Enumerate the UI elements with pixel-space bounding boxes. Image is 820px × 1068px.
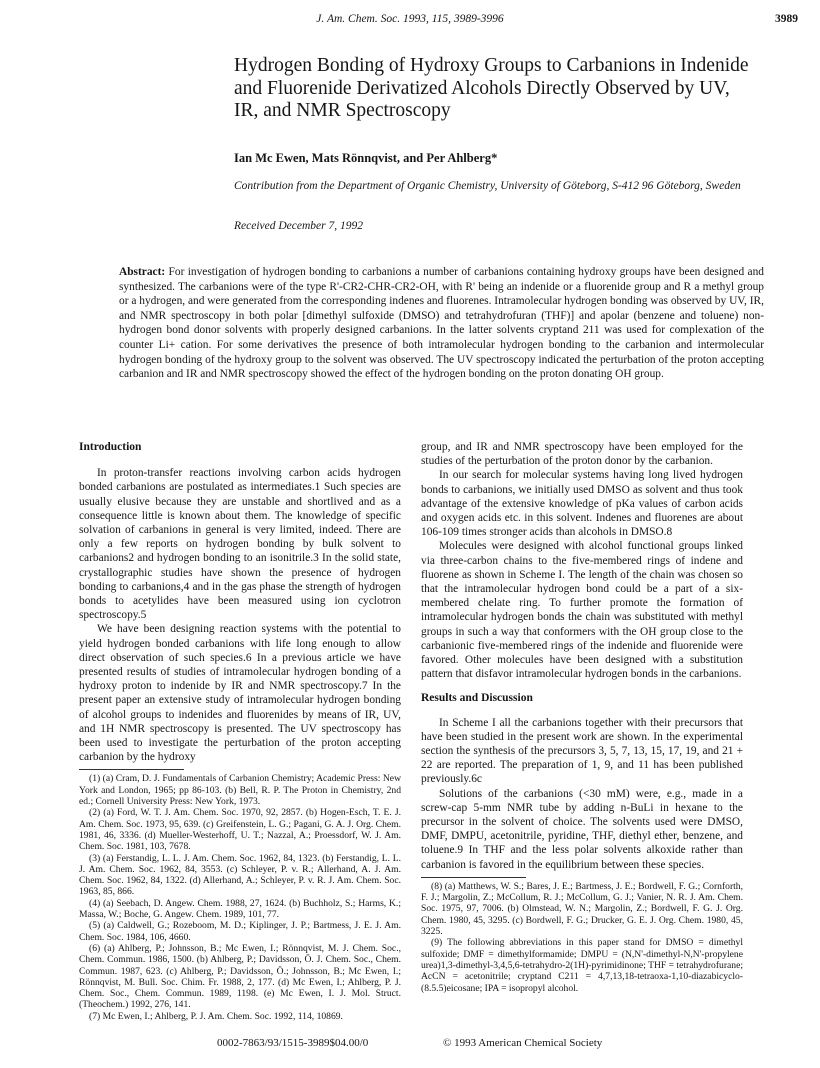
footnote: (7) Mc Ewen, I.; Ahlberg, P. J. Am. Chem. Soc. 1992, 114, 10869. — [89, 1010, 343, 1022]
body-paragraph: Solutions of the carbanions (<30 mM) were, e.g., made in a screw-cap 5-mm NMR tube by adding n-BuLi in hexane to the precursor in the solvent of choice. The solvents used were DMSO, DMF, DMPU, acetonitrile, pyridine, THF, diethyl ether, benzene, and toluene.9 In THF and the less polar solvents alkoxide rather than carbanion is favored in the equilibrium between these species. — [421, 787, 743, 871]
footnotes-left — [79, 773, 401, 1022]
abstract-text: For investigation of hydrogen bonding to carbanions a number of carbanions containing hydroxy groups have been designed and synthesized. The carbanions were of the type R'-CR2-CHR-CR2-OH, with R' being an indenide or a fluorenide group and R a methyl group or a hydrogen, and were generated from the corresponding indenes and fluorenes. Intramolecular hydrogen bonding was observed by UV, IR, and NMR spectroscopy in both polar [dimethyl sulfoxide (DMSO) and tetrahydrofuran (THF)] and apolar (benzene and toluene) non-hydrogen bond donor solvents with properly designed carbanions. In the latter solvents cryptand 211 was used for complexation of the counter Li+ cation. For some derivatives the presence of both intramolecular hydrogen bonding to the carbanion and intermolecular hydrogen bonding of the hydroxy group to the solvent was observed. The UV spectroscopy indicated the perturbation of the proton accepting carbanion and IR and NMR spectroscopy showed the effect of the hydrogen bonding on the proton donating OH group. — [119, 266, 764, 381]
footnote: (4) (a) Seebach, D. Angew. Chem. 1988, 27, 1624. (b) Buchholz, S.; Harms, K.; Massa, W.; Boche, G. Angew. Chem. 1989, 101, 77. — [79, 897, 401, 921]
footnote: (1) (a) Cram, D. J. Fundamentals of Carbanion Chemistry; Academic Press: New York and London, 1965; pp 86-103. (b) Bell, R. P. The Proton in Chemistry, 2nd ed.; Cornell University Press: New York, 1973. — [79, 773, 401, 808]
body-paragraph: In our search for molecular systems having long lived hydrogen bonds to carbanions, we initially used DMSO as solvent and thus took advantage of the extensive knowledge of pKa values of carbon acids and oxygen acids etc. in this solvent. Indenes and fluorenes are about 106-109 times stronger acids than alcohols in DMSO.8 — [421, 469, 743, 539]
article-code: 0002-7863/93/1515-3989$04.00/0 — [217, 1037, 369, 1049]
footnote: (2) (a) Ford, W. T. J. Am. Chem. Soc. 1970, 92, 2857. (b) Hogen-Esch, T. E. J. Am. Chem. Soc. 1973, 95, 639. (c) Greifenstein, L. G.; Pagani, G. A. J. Org. Chem. 1981, 46, 3336. (d) Mueller-Westerhoff, U. T.; Nazzal, A.; Proessdorf, W. J. Am. Chem. Soc. 1981, 103, 7678. — [79, 807, 401, 853]
body-paragraph: We have been designing reaction systems with the potential to yield hydrogen bonded carbanions with life long enough to allow direct observation of such species.6 In a previous article we have presented results of studies of intramolecular hydrogen bonding of a hydroxy proton to indenide by IR and NMR spectroscopy.7 In the present paper an extensive study of intramolecular hydrogen bonding of alcohol groups to indenides and fluorenides by means of IR, UV, and 1H NMR spectroscopy is presented. The UV spectroscopy has been used to investigate the perturbation of the proton accepting carbanion by the hydroxy — [79, 623, 401, 764]
footnote: (3) (a) Ferstandig, L. L. J. Am. Chem. Soc. 1962, 84, 1323. (b) Ferstandig, L. L. J. Am. Chem. Soc. 1962, 84, 3553. (c) Schleyer, P. v. R.; Allerhand, A. J. Am. Chem. Soc. 1962, 84, 1322. (d) Allerhand, A.; Schleyer, P. v. R. J. Am. Chem. Soc. 1963, 85, 866. — [79, 852, 401, 898]
body-paragraph: In proton-transfer reactions involving carbon acids hydrogen bonded carbanions are postulated as intermediates.1 Such species are usually elusive because they are unstable and shortlived and as a consequence little is known about them. The knowledge of specific solvation of carbanions in general is very limited, indeed. There are only a few reports on hydrogen bonding by bulk solvent to carbanions2 and hydrogen bonding to an isonitrile.3 In the solid state, crystallographic studies have shown the presence of hydrogen bonding to carbanions,4 and in the gas phase the strength of hydrogen bonds to acetylides have been measured using ion cyclotron spectroscopy.5 — [79, 467, 401, 622]
section-heading-introduction: Introduction — [79, 441, 142, 453]
right-column — [421, 440, 743, 994]
page-number: 3989 — [775, 13, 798, 25]
footnote: (8) (a) Matthews, W. S.; Bares, J. E.; Bartmess, J. E.; Bordwell, F. G.; Cornforth, F. J.; Margolin, Z.; McCollum, R. J.; McCollum, G. J.; Vanier, N. R. J. Am. Chem. Soc. 1975, 97, 7006. (b) Olmstead, W. N.; Margolin, Z.; Bordwell, F. G. J. Org. Chem. 1980, 45, 3295. (c) Bordwell, F. G.; Drucker, G. E. J. Org. Chem. 1980, 45, 3225. — [421, 880, 743, 938]
footnote-rule — [79, 769, 184, 770]
journal-citation: J. Am. Chem. Soc. 1993, 115, 3989-3996 — [316, 13, 504, 25]
abstract-label: Abstract: — [119, 266, 166, 278]
copyright-notice: © 1993 American Chemical Society — [443, 1037, 603, 1049]
body-paragraph: Molecules were designed with alcohol functional groups linked via three-carbon chains to the five-membered rings of indene and fluorene as shown in Scheme I. The length of the chain was chosen so that the intramolecular hydrogen bond could be a part of a six-membered chelate ring. To further promote the formation of intramolecular hydrogen bonds the chain was substituted with methyl groups in such a way that conformers with the OH group close to the carbanionic five-membered rings of the indenide and fluorenide were favored. Other molecules have been designed with a substitution pattern that disfavor intramolecular hydrogen bonds in the carbanions. — [421, 540, 743, 681]
received-date: Received December 7, 1992 — [234, 220, 363, 232]
left-column — [79, 440, 401, 1022]
footnote: (5) (a) Caldwell, G.; Rozeboom, M. D.; Kiplinger, J. P.; Bartmess, J. E. J. Am. Chem. Soc. 1984, 106, 4660. — [79, 920, 401, 943]
abstract — [119, 265, 764, 382]
footnote-rule — [421, 877, 526, 878]
author-list: Ian Mc Ewen, Mats Rönnqvist, and Per Ahlberg* — [234, 151, 498, 165]
affiliation: Contribution from the Department of Organic Chemistry, University of Göteborg, S-412 96 Göteborg, Sweden — [234, 180, 741, 192]
section-heading-results: Results and Discussion — [421, 692, 533, 705]
footnote: (6) (a) Ahlberg, P.; Johnsson, B.; Mc Ewen, I.; Rönnqvist, M. J. Chem. Soc., Chem. Commun. 1986, 1500. (b) Ahlberg, P.; Davidsson, Ö. J. Chem. Soc., Chem. Commun. 1987, 623. (c) Ahlberg, P.; Davidsson, Ö.; Johnsson, B.; Mc Ewen, I.; Rönnqvist, M. Bull. Soc. Chim. Fr. 1988, 2, 177. (d) Mc Ewen, I.; Ahlberg, P. J. Chem. Soc., Chem. Commun. 1989, 1198. (e) Mc Ewen, I. J. Mol. Struct. (Theochem.) 1992, 276, 141. — [79, 942, 401, 1011]
footnotes-right — [421, 881, 743, 994]
footnote: (9) The following abbreviations in this paper stand for DMSO = dimethyl sulfoxide; DMF = dimethylformamide; DMPU = (N,N'-dimethyl-N,N'-propylene urea)1,3-dimethyl-3,4,5,6-tetrahydro-2(1H)-pyrimidinone; THF = tetrahydrofurane; AcCN = acetonitrile; cryptand C211 = 4,7,13,18-tetraoxa-1,10-diazabicyclo-(8.5.5)eicosane; IPA = isopropyl alcohol. — [421, 937, 743, 994]
body-paragraph: In Scheme I all the carbanions together with their precursors that have been studied in the present work are shown. In the experimental section the synthesis of the precursors 3, 5, 7, 13, 15, 17, 19, and 21 + 22 are reported. The preparation of 1, 9, and 11 has been published previously.6c — [421, 716, 743, 786]
article-title: Hydrogen Bonding of Hydroxy Groups to Carbanions in Indenide and Fluorenide Derivatized Alcohols Directly Observed by UV, IR, and NMR Spectroscopy — [234, 55, 749, 121]
running-header — [0, 13, 820, 29]
body-paragraph: group, and IR and NMR spectroscopy have been employed for the studies of the perturbation of the proton donor by the carbanion. — [421, 441, 743, 468]
